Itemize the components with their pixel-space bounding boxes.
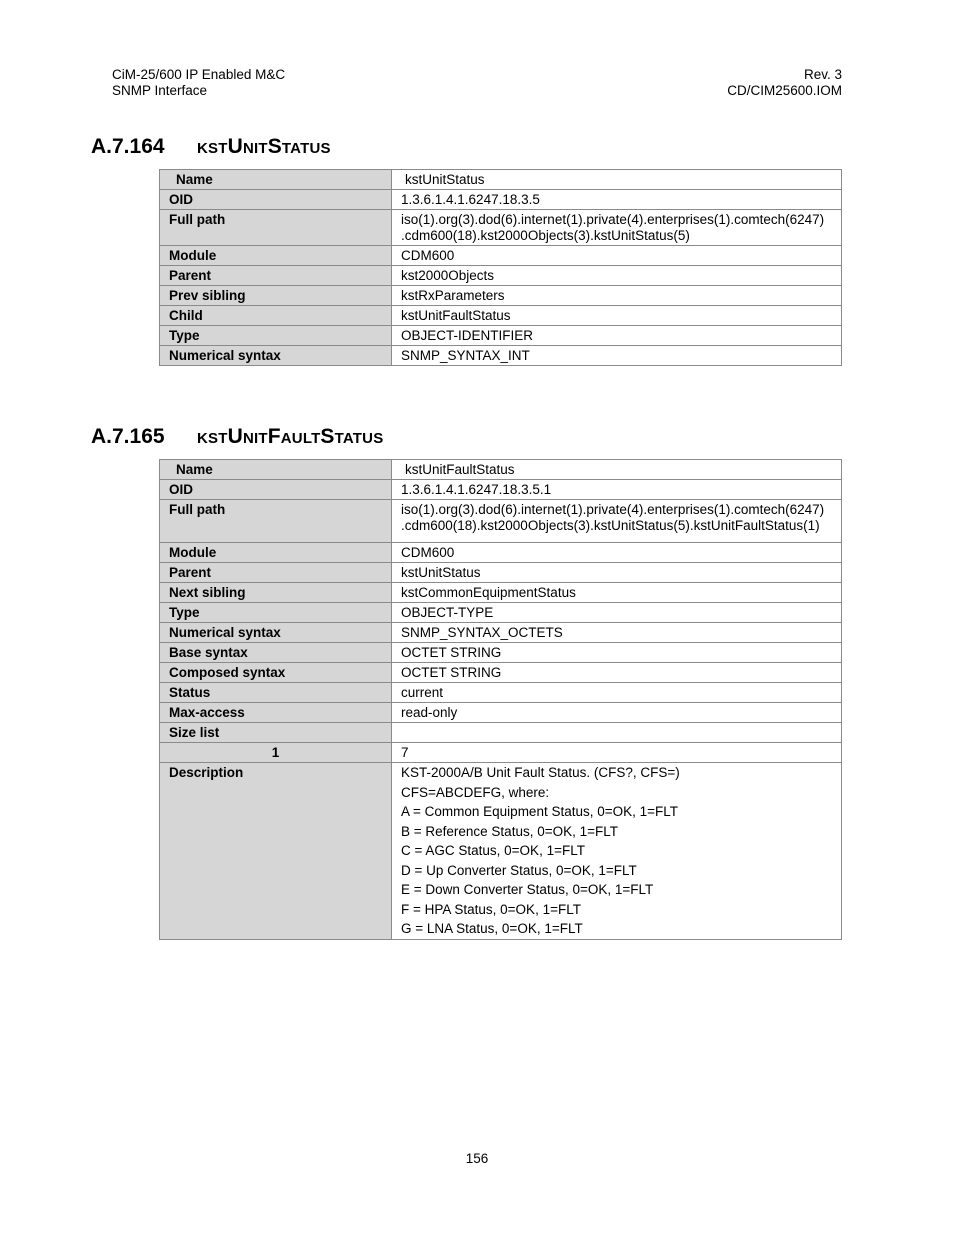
property-key: Prev sibling xyxy=(160,286,392,306)
property-key: Parent xyxy=(160,563,392,583)
page-number: 156 xyxy=(465,1151,489,1166)
size-list-value: 7 xyxy=(392,743,842,763)
property-value xyxy=(392,210,842,246)
property-value: OBJECT-TYPE xyxy=(392,603,842,623)
property-key: Name xyxy=(160,170,392,190)
full-path-line: iso(1).org(3).dod(6).internet(1).private(4).enterprises(1).comtech(6247) xyxy=(401,502,825,517)
description-line: C = AGC Status, 0=OK, 1=FLT xyxy=(401,843,585,858)
document-header-right xyxy=(727,67,842,99)
property-key: OID xyxy=(160,190,392,210)
property-key: Composed syntax xyxy=(160,663,392,683)
property-value: SNMP_SYNTAX_OCTETS xyxy=(392,623,842,643)
property-table-kstunitstatus xyxy=(159,169,842,366)
description-line: G = LNA Status, 0=OK, 1=FLT xyxy=(401,921,583,936)
property-value: kstCommonEquipmentStatus xyxy=(392,583,842,603)
table-row xyxy=(160,603,842,623)
document-code: CD/CIM25600.IOM xyxy=(727,83,842,98)
property-value: OCTET STRING xyxy=(392,663,842,683)
table-row xyxy=(160,623,842,643)
table-row xyxy=(160,763,842,940)
property-value: current xyxy=(392,683,842,703)
description-line: A = Common Equipment Status, 0=OK, 1=FLT xyxy=(401,804,679,819)
property-key: Name xyxy=(160,460,392,480)
table-row xyxy=(160,246,842,266)
section-number: A.7.164 xyxy=(91,135,165,158)
section-heading-kstunitstatus xyxy=(91,135,331,159)
section-number: A.7.165 xyxy=(91,425,165,448)
property-key: Max-access xyxy=(160,703,392,723)
table-row xyxy=(160,500,842,543)
description-line: D = Up Converter Status, 0=OK, 1=FLT xyxy=(401,862,637,878)
property-key: Status xyxy=(160,683,392,703)
property-key: Full path xyxy=(160,210,392,246)
product-title: CiM-25/600 IP Enabled M&C xyxy=(112,67,286,82)
revision-label: Rev. 3 xyxy=(803,67,842,82)
description-line: E = Down Converter Status, 0=OK, 1=FLT xyxy=(401,882,654,897)
property-value: kstUnitFaultStatus xyxy=(392,460,842,480)
table-row xyxy=(160,170,842,190)
table-row xyxy=(160,683,842,703)
description-line: F = HPA Status, 0=OK, 1=FLT xyxy=(401,901,581,917)
property-value: read-only xyxy=(392,703,842,723)
table-row xyxy=(160,286,842,306)
property-key: Size list xyxy=(160,723,392,743)
table-row xyxy=(160,703,842,723)
table-row xyxy=(160,346,842,366)
table-row xyxy=(160,480,842,500)
table-row xyxy=(160,266,842,286)
table-row xyxy=(160,663,842,683)
size-list-index: 1 xyxy=(160,743,392,763)
property-key: Description xyxy=(160,763,392,940)
property-value: 1.3.6.1.4.1.6247.18.3.5.1 xyxy=(392,480,842,500)
full-path-line: .cdm600(18).kst2000Objects(3).kstUnitStatus(5) xyxy=(401,228,690,243)
section-title: kstUnitFaultStatus xyxy=(197,425,384,448)
property-key: Module xyxy=(160,246,392,266)
property-value xyxy=(392,500,842,543)
table-row xyxy=(160,190,842,210)
property-key: Parent xyxy=(160,266,392,286)
document-header-left xyxy=(112,67,285,99)
property-value: 1.3.6.1.4.1.6247.18.3.5 xyxy=(392,190,842,210)
property-value: CDM600 xyxy=(392,246,842,266)
description-line: B = Reference Status, 0=OK, 1=FLT xyxy=(401,823,618,839)
section-title: kstUnitStatus xyxy=(197,135,331,158)
section-heading-kstunitfaultstatus xyxy=(91,425,383,449)
property-value: kstUnitStatus xyxy=(392,170,842,190)
property-value: OBJECT-IDENTIFIER xyxy=(392,326,842,346)
table-row xyxy=(160,543,842,563)
description-value xyxy=(392,763,842,940)
property-value: kst2000Objects xyxy=(392,266,842,286)
property-value: OCTET STRING xyxy=(392,643,842,663)
property-key: Base syntax xyxy=(160,643,392,663)
property-key: Type xyxy=(160,326,392,346)
full-path-line: .cdm600(18).kst2000Objects(3).kstUnitStatus(5).kstUnitFaultStatus(1) xyxy=(401,518,820,533)
table-row xyxy=(160,723,842,743)
property-value: kstRxParameters xyxy=(392,286,842,306)
table-row xyxy=(160,306,842,326)
property-key: OID xyxy=(160,480,392,500)
document-subtitle: SNMP Interface xyxy=(112,83,208,98)
property-value: CDM600 xyxy=(392,543,842,563)
property-table-kstunitfaultstatus xyxy=(159,459,842,940)
property-value: kstUnitStatus xyxy=(392,563,842,583)
property-key: Type xyxy=(160,603,392,623)
table-row xyxy=(160,210,842,246)
full-path-line: iso(1).org(3).dod(6).internet(1).private(4).enterprises(1).comtech(6247) xyxy=(401,212,825,227)
property-key: Child xyxy=(160,306,392,326)
property-value xyxy=(392,723,842,743)
table-row xyxy=(160,563,842,583)
property-key: Module xyxy=(160,543,392,563)
property-key: Next sibling xyxy=(160,583,392,603)
table-row xyxy=(160,643,842,663)
description-line: CFS=ABCDEFG, where: xyxy=(401,784,550,800)
property-value: SNMP_SYNTAX_INT xyxy=(392,346,842,366)
table-row xyxy=(160,460,842,480)
property-key: Numerical syntax xyxy=(160,346,392,366)
table-row xyxy=(160,743,842,763)
table-row xyxy=(160,583,842,603)
property-value: kstUnitFaultStatus xyxy=(392,306,842,326)
table-row xyxy=(160,326,842,346)
description-line: KST-2000A/B Unit Fault Status. (CFS?, CFS=) xyxy=(401,765,680,780)
property-key: Numerical syntax xyxy=(160,623,392,643)
property-key: Full path xyxy=(160,500,392,543)
